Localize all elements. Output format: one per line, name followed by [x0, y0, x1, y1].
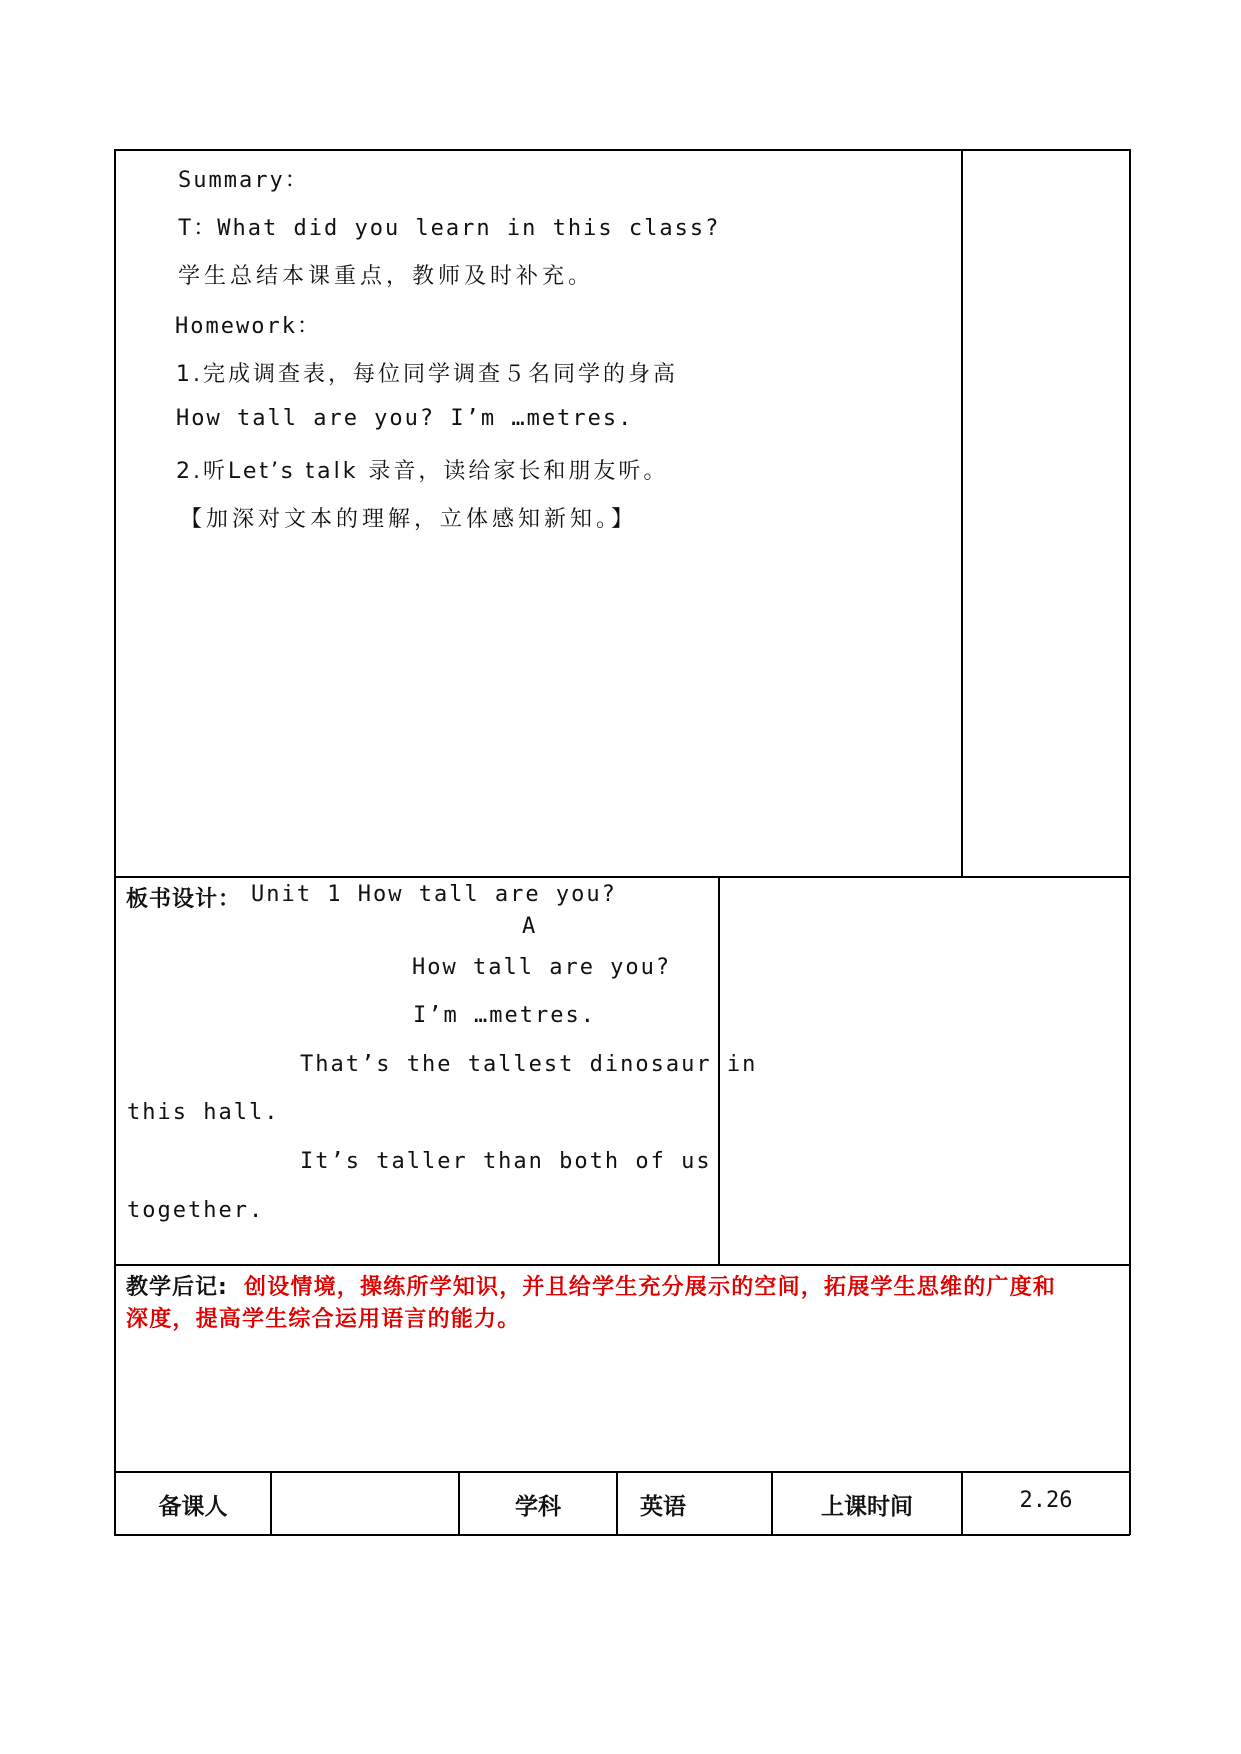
summary-note: 学生总结本课重点，教师及时补充。	[178, 264, 595, 289]
board-line-4a: It’s taller than both of us	[300, 1149, 712, 1174]
table-border-bottom	[114, 1534, 1130, 1536]
homework-item-1: 1.完成调查表，每位同学调查５名同学的身高	[176, 362, 678, 387]
homework-item-2: 2.听Let’s talk 录音，读给家长和朋友听。	[176, 459, 669, 484]
homework-sentence: How tall are you? I’m …metres.	[176, 406, 634, 431]
row-divider-2	[114, 1264, 1130, 1266]
board-line-3a: That’s the tallest dinosaur in	[300, 1052, 758, 1077]
board-section-letter: A	[522, 914, 538, 939]
preparer-label: 备课人	[158, 1494, 228, 1520]
subject-label: 学科	[515, 1494, 561, 1520]
row-divider-3	[114, 1471, 1130, 1473]
table-border-right	[1129, 149, 1131, 1535]
board-design-label: 板书设计：	[126, 887, 242, 912]
reflection-text-line-2: 深度，提高学生综合运用语言的能力。	[126, 1307, 521, 1332]
summary-heading: Summary：	[178, 168, 309, 193]
review-question: T：What did you learn in this class?	[178, 216, 721, 241]
process-column-divider	[961, 149, 963, 877]
footer-divider-1	[270, 1471, 272, 1535]
homework-heading: Homework：	[175, 314, 321, 339]
board-line-2: I’m …metres.	[413, 1003, 596, 1028]
row-divider-1	[114, 876, 1130, 878]
class-time-label: 上课时间	[821, 1494, 913, 1520]
board-design-title: Unit 1 How tall are you?	[251, 882, 617, 907]
board-line-1: How tall are you?	[412, 955, 672, 980]
intent-note: 【加深对文本的理解，立体感知新知。】	[180, 507, 638, 532]
table-border-left	[114, 149, 116, 1535]
class-time-value: 2.26	[1019, 1488, 1073, 1513]
reflection-text-line-1: 创设情境，操练所学知识，并且给学生充分展示的空间，拓展学生思维的广度和	[244, 1275, 1057, 1300]
table-border-top	[114, 149, 1130, 151]
reflection-label: 教学后记:	[126, 1275, 228, 1300]
board-line-4b: together.	[127, 1198, 265, 1223]
subject-value: 英语	[640, 1494, 686, 1520]
board-line-3b: this hall.	[127, 1100, 280, 1125]
